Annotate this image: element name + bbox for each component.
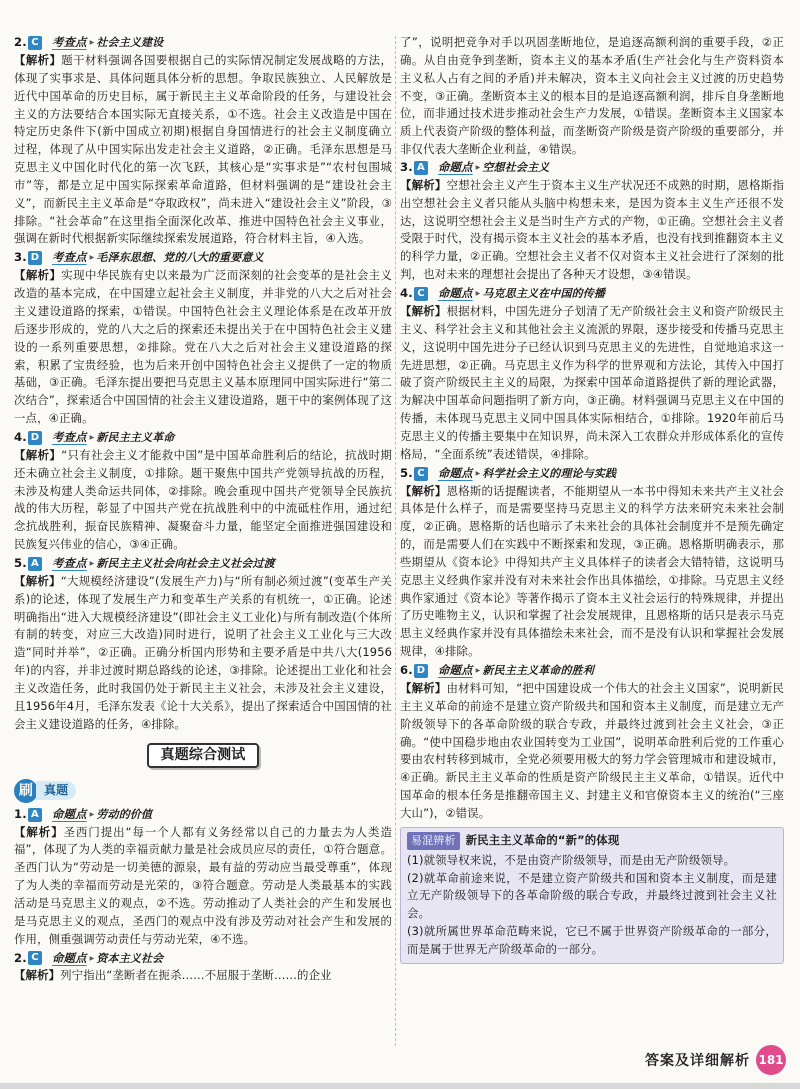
- topic: 资本主义社会: [96, 951, 164, 965]
- section-header: [14, 738, 392, 774]
- answer-badge: A: [28, 808, 42, 822]
- zhenti-item-4: [400, 285, 784, 464]
- topic: 马克思主义在中国的传播: [482, 287, 606, 301]
- question-number: 5.: [14, 556, 27, 571]
- page-footer: [645, 1045, 786, 1075]
- answer-badge: C: [28, 36, 42, 50]
- question-number: 3.: [14, 250, 27, 265]
- answer-badge: C: [414, 287, 428, 301]
- triangle-icon: ▶: [475, 290, 481, 298]
- topic: 社会主义建设: [96, 36, 164, 50]
- analysis-text: 恩格斯的话提醒读者，不能期望从一本书中得知未来共产主义社会具体是什么样子，而是需要坚持马克思主义的科学方法来研究未来社会制度，②正确。恩格斯的话也暗示了未来社会的具体社会制度并不是预先确定的，而是需要人们在实践中不断探索和发现，③正确。恩格斯明确表示，那些期望从《资本论》中得知共产主义具体样子的读者会大错特错，这说明马克思主义经典作家并没有对未来社会作出具体描绘，①排除。马克思主义经典作家通过《资本论》等著作揭示了资本主义社会运行的特殊规律，并提出了历史唯物主义，认识和掌握了社会发展规律，且恩格斯的话只是表示马克思主义经典作家并没有具体描绘未来社会，而不是没有认识和掌握社会发展规律，④排除。: [400, 483, 784, 659]
- zhenti-label: 真题: [36, 781, 76, 801]
- answer-badge: A: [414, 161, 428, 175]
- topic: 空想社会主义: [482, 160, 550, 174]
- question-number: 6.: [400, 663, 413, 678]
- tip-box: [400, 827, 784, 964]
- question-number: 3.: [400, 159, 413, 174]
- answer-badge: D: [28, 251, 42, 265]
- brush-icon: 刷: [14, 779, 38, 803]
- analysis-text: 列宁指出“垄断者在扼杀……不屈服于垄断……的企业: [60, 968, 332, 983]
- answer-badge: D: [28, 431, 42, 445]
- analysis-tag: 【解析】: [14, 824, 64, 839]
- question-number: 2.: [14, 950, 27, 965]
- topic: 劳动的价值: [96, 807, 153, 821]
- point-label: 命题点: [52, 806, 87, 821]
- triangle-icon: ▶: [89, 954, 95, 962]
- analysis-text: 由材料可知，“把中国建设成一个伟大的社会主义国家”，说明新民主主义革命的前途不是建立资产阶级共和国和资本主义制度，而是建立无产阶级领导下的各革命阶级的联合专政，并最终过渡到社会主义社会，③正确。“使中国稳步地由农业国转变为工业国”，说明革命胜利后党的工作重心要由农村转移到城市，全党必须要用极大的努力学会管理城市和建设城市，④正确。新民主主义革命的性质是资产阶级民主主义革命，①错误。近代中国革命的根本任务是推翻帝国主义、封建主义和官僚资本主义的统治(“三座大山”)，②错误。: [400, 681, 784, 820]
- triangle-icon: ▶: [89, 560, 95, 568]
- triangle-icon: ▶: [475, 667, 481, 675]
- analysis-tag: 【解析】: [400, 681, 447, 695]
- question-number: 2.: [14, 35, 27, 50]
- question-number: 4.: [14, 429, 27, 444]
- zhenti-item-3: [400, 159, 784, 284]
- triangle-icon: ▶: [89, 433, 95, 441]
- left-column: [14, 34, 392, 986]
- question-number: 4.: [400, 286, 413, 301]
- topic: 新民主主义革命: [96, 430, 175, 444]
- point-label: 考查点: [52, 250, 87, 265]
- analysis-tag: 【解析】: [14, 968, 61, 983]
- question-number: 1.: [14, 806, 27, 821]
- point-label: 命题点: [52, 950, 87, 965]
- tip-line: (3)就所属世界革命范畴来说，它已不属于世界资产阶级革命的一部分，而是属于世界无产阶级革命的一部分。: [407, 924, 777, 956]
- analysis-text: “大规模经济建设”(发展生产力)与“所有制必须过渡”(变革生产关系)的论述，体现了发展生产力和变革生产关系的有机统一，①正确。论述明确指出“进入大规模经济建设”(即社会主义工业化)与所有制改造(个体所有制的转变，对应三大改造)同时进行，说明了社会主义工业化与三大改造“同时并举”，②正确。正确分析国内形势和主要矛盾是中共八大(1956年)的内容，并非过渡时期总路线的论述，③排除。论述提出工业化和社会主义改造任务，此时我国仍处于新民主主义社会，未涉及社会主义建设，且1956年4月，毛泽东发表《论十大关系》，提出了探索适合中国国情的社会主义建设道路的任务，④排除。: [14, 573, 392, 731]
- answer-badge: A: [28, 557, 42, 571]
- analysis-tag: 【解析】: [400, 483, 447, 498]
- answer-item-4: [14, 429, 392, 554]
- answer-item-2: [14, 34, 392, 248]
- answer-badge: C: [28, 951, 42, 965]
- analysis-tag: 【解析】: [14, 573, 61, 588]
- footer-title: 答案及详细解析: [645, 1053, 750, 1069]
- tip-line: (2)就革命前途来说，不是建立资产阶级共和国和资本主义制度，而是建立无产阶级领导下的各革命阶级的联合专政，并最终过渡到社会主义社会。: [407, 870, 777, 921]
- tip-line: (1)就领导权来说，不是由资产阶级领导，而是由无产阶级领导。: [407, 852, 736, 867]
- zhenti-item-6: [400, 662, 784, 823]
- zhenti-item-1: [14, 806, 392, 949]
- section-title: 真题综合测试: [147, 743, 260, 769]
- analysis-text: 空想社会主义产生于资本主义生产状况还不成熟的时期，恩格斯指出空想社会主义者只能从头脑中构想未来，是因为资本主义生产还很不发达，这说明空想社会主义是当时生产方式的产物，①正确。空想社会主义者受限于时代，没有揭示资本主义社会的基本矛盾，也没有找到推翻资本主义的科学力量，②正确。空想社会主义者不仅对资本主义社会进行了深刻的批判，也对未来的理想社会提出了各种天才设想，③④错误。: [400, 177, 784, 282]
- right-column: [400, 34, 784, 964]
- point-label: 命题点: [438, 159, 473, 174]
- tip-title: 新民主主义革命的“新”的体现: [465, 832, 620, 847]
- analysis-tag: 【解析】: [14, 53, 62, 67]
- point-label: 命题点: [438, 465, 473, 480]
- triangle-icon: ▶: [475, 469, 481, 477]
- zhenti-item-5: [400, 465, 784, 661]
- triangle-icon: ▶: [89, 254, 95, 262]
- answer-item-3: [14, 249, 392, 428]
- column-divider: [395, 36, 396, 1046]
- triangle-icon: ▶: [475, 163, 481, 171]
- analysis-tag: 【解析】: [14, 268, 62, 283]
- continuation-text: 了”，说明把竞争对手以巩固垄断地位，是追逐高额利润的重要手段，②正确。从自由竞争到垄断，资本主义的基本矛盾(生产社会化与生产资料资本主义私人占有之间的矛盾)并未解决，资本主义向社会主义过渡的历史趋势不变，③正确。垄断资本主义的根本目的是追逐高额利润，排斥自身垄断地位，而非通过技术进步推动社会生产力发展，①错误。垄断资本主义国家本质上代表资产阶级的整体利益，而垄断资产阶级是资产阶级的重要部分，并非仅代表大垄断企业利益，④错误。: [400, 35, 784, 157]
- analysis-text: 圣西门提出“每一个人都有义务经常以自己的力量去为人类造福”，体现了为人类的幸福贡献力量是社会成员应尽的责任，①符合题意。圣西门认为“劳动是一切美德的源泉，最有益的劳动应当最受尊重”，体现了为人类的幸福而劳动是光荣的，③符合题意。劳动是人类最基本的实践活动是马克思主义的观点，②不选。劳动推动了人类社会的产生和发展也是马克思主义的观点，圣西门的观点中没有涉及劳动对社会产生和发展的作用，侧重强调劳动责任与劳动光荣，④不选。: [14, 824, 392, 946]
- point-label: 命题点: [438, 286, 473, 301]
- analysis-tag: 【解析】: [400, 177, 447, 192]
- analysis-text: 根据材料，中国先进分子划清了无产阶级社会主义和资产阶级民主主义、科学社会主义和其他社会主义流派的界限，逐步接受和传播马克思主义，这说明中国先进分子已经认识到马克思主义的先进性，自觉地追求这一先进思想，②正确。马克思主义作为科学的世界观和方法论，其传入中国打破了资产阶级民主主义的局限，为探索中国革命道路提供了新的理论武器，为解决中国革命问题指明了新方向，③正确。材料强调马克思主义在中国的传播，未体现马克思主义同中国具体实际相结合，①排除。1920年前后马克思主义的传播主要集中在知识界，尚未深入工农群众并形成体系化的宣传格局，“全面系统”表述错误，④排除。: [400, 303, 784, 461]
- analysis-tag: 【解析】: [14, 447, 62, 462]
- answer-badge: D: [414, 664, 428, 678]
- tip-tag: 易混辨析: [407, 832, 460, 850]
- question-number: 5.: [400, 465, 413, 480]
- footer-bar: [0, 1083, 800, 1089]
- point-label: 考查点: [52, 35, 87, 50]
- point-label: 命题点: [438, 663, 473, 678]
- triangle-icon: ▶: [89, 810, 95, 818]
- point-label: 考查点: [52, 429, 87, 444]
- analysis-text: 实现中华民族有史以来最为广泛而深刻的社会变革的是社会主义改造的基本完成，在中国建立起社会主义制度，并非党的八大之后对社会主义建设道路的探索，①错误。中国特色社会主义理论体系是在改革开放后逐步形成的，党的八大之后的探索还未提出关于在中国特色社会主义建设的一系列重要思想，②排除。党在八大之后对社会主义建设道路的探索，积累了宝贵经验，也为后来开创中国特色社会主义提供了一定的物质基础，③正确。毛泽东提出要把马克思主义基本原理同中国实际进行“第二次结合”，探索适合中国国情的社会主义建设道路，题干中的案例体现了这一点，④正确。: [14, 268, 393, 426]
- analysis-text: “只有社会主义才能救中国”是中国革命胜利后的结论，抗战时期还未确立社会主义制度，①排除。题干聚焦中国共产党领导抗战的历程，未涉及构建人类命运共同体，②排除。晚会重现中国共产党领导全民族抗战的伟大历程，彰显了中国共产党在抗战胜利中的中流砥柱作用，通过纪念抗战胜利，振奋民族精神、凝聚奋斗力量，能坚定全面推进强国建设和民族复兴伟业的信心，③④正确。: [14, 447, 392, 552]
- answer-badge: C: [414, 467, 428, 481]
- point-label: 考查点: [52, 556, 87, 571]
- analysis-text: 题干材料强调各国要根据自己的实际情况制定发展战略的方法，体现了实事求是、具体问题具体分析的思想。争取民族独立、人民解放是近代中国革命的历史目标，属于新民主主义革命阶段的任务，与建设社会主义的方法要结合本国实际无直接关系，①不选。社会主义改造是中国在特定历史条件下(新中国成立初期)根据自身国情进行的社会主义制度确立过程，体现了从中国实际出发走社会主义道路，②正确。毛泽东思想是马克思主义中国化时代化的第一次飞跃，其核心是“实事求是”“农村包围城市”等，都是立足中国实际探索革命道路，但材料强调的是“建设社会主义”，而新民主主义革命是“夺取政权”，尚未进入“建设社会主义”阶段，③排除。“社会革命”在这里指全面深化改革、推进中国特色社会主义事业，强调在新时代根据新实际继续探索发展道路，符合材料主旨，④入选。: [14, 53, 393, 246]
- topic: 新民主主义革命的胜利: [482, 664, 594, 678]
- page-number: 181: [756, 1045, 786, 1075]
- zhenti-item-2: [14, 949, 392, 985]
- topic: 新民主主义社会向社会主义社会过渡: [96, 557, 275, 571]
- zhenti-header: [14, 778, 392, 804]
- topic: 毛泽东思想、党的八大的重要意义: [96, 251, 264, 265]
- topic: 科学社会主义的理论与实践: [482, 466, 617, 480]
- triangle-icon: ▶: [89, 39, 95, 47]
- analysis-tag: 【解析】: [400, 303, 447, 318]
- answer-item-5: [14, 555, 392, 734]
